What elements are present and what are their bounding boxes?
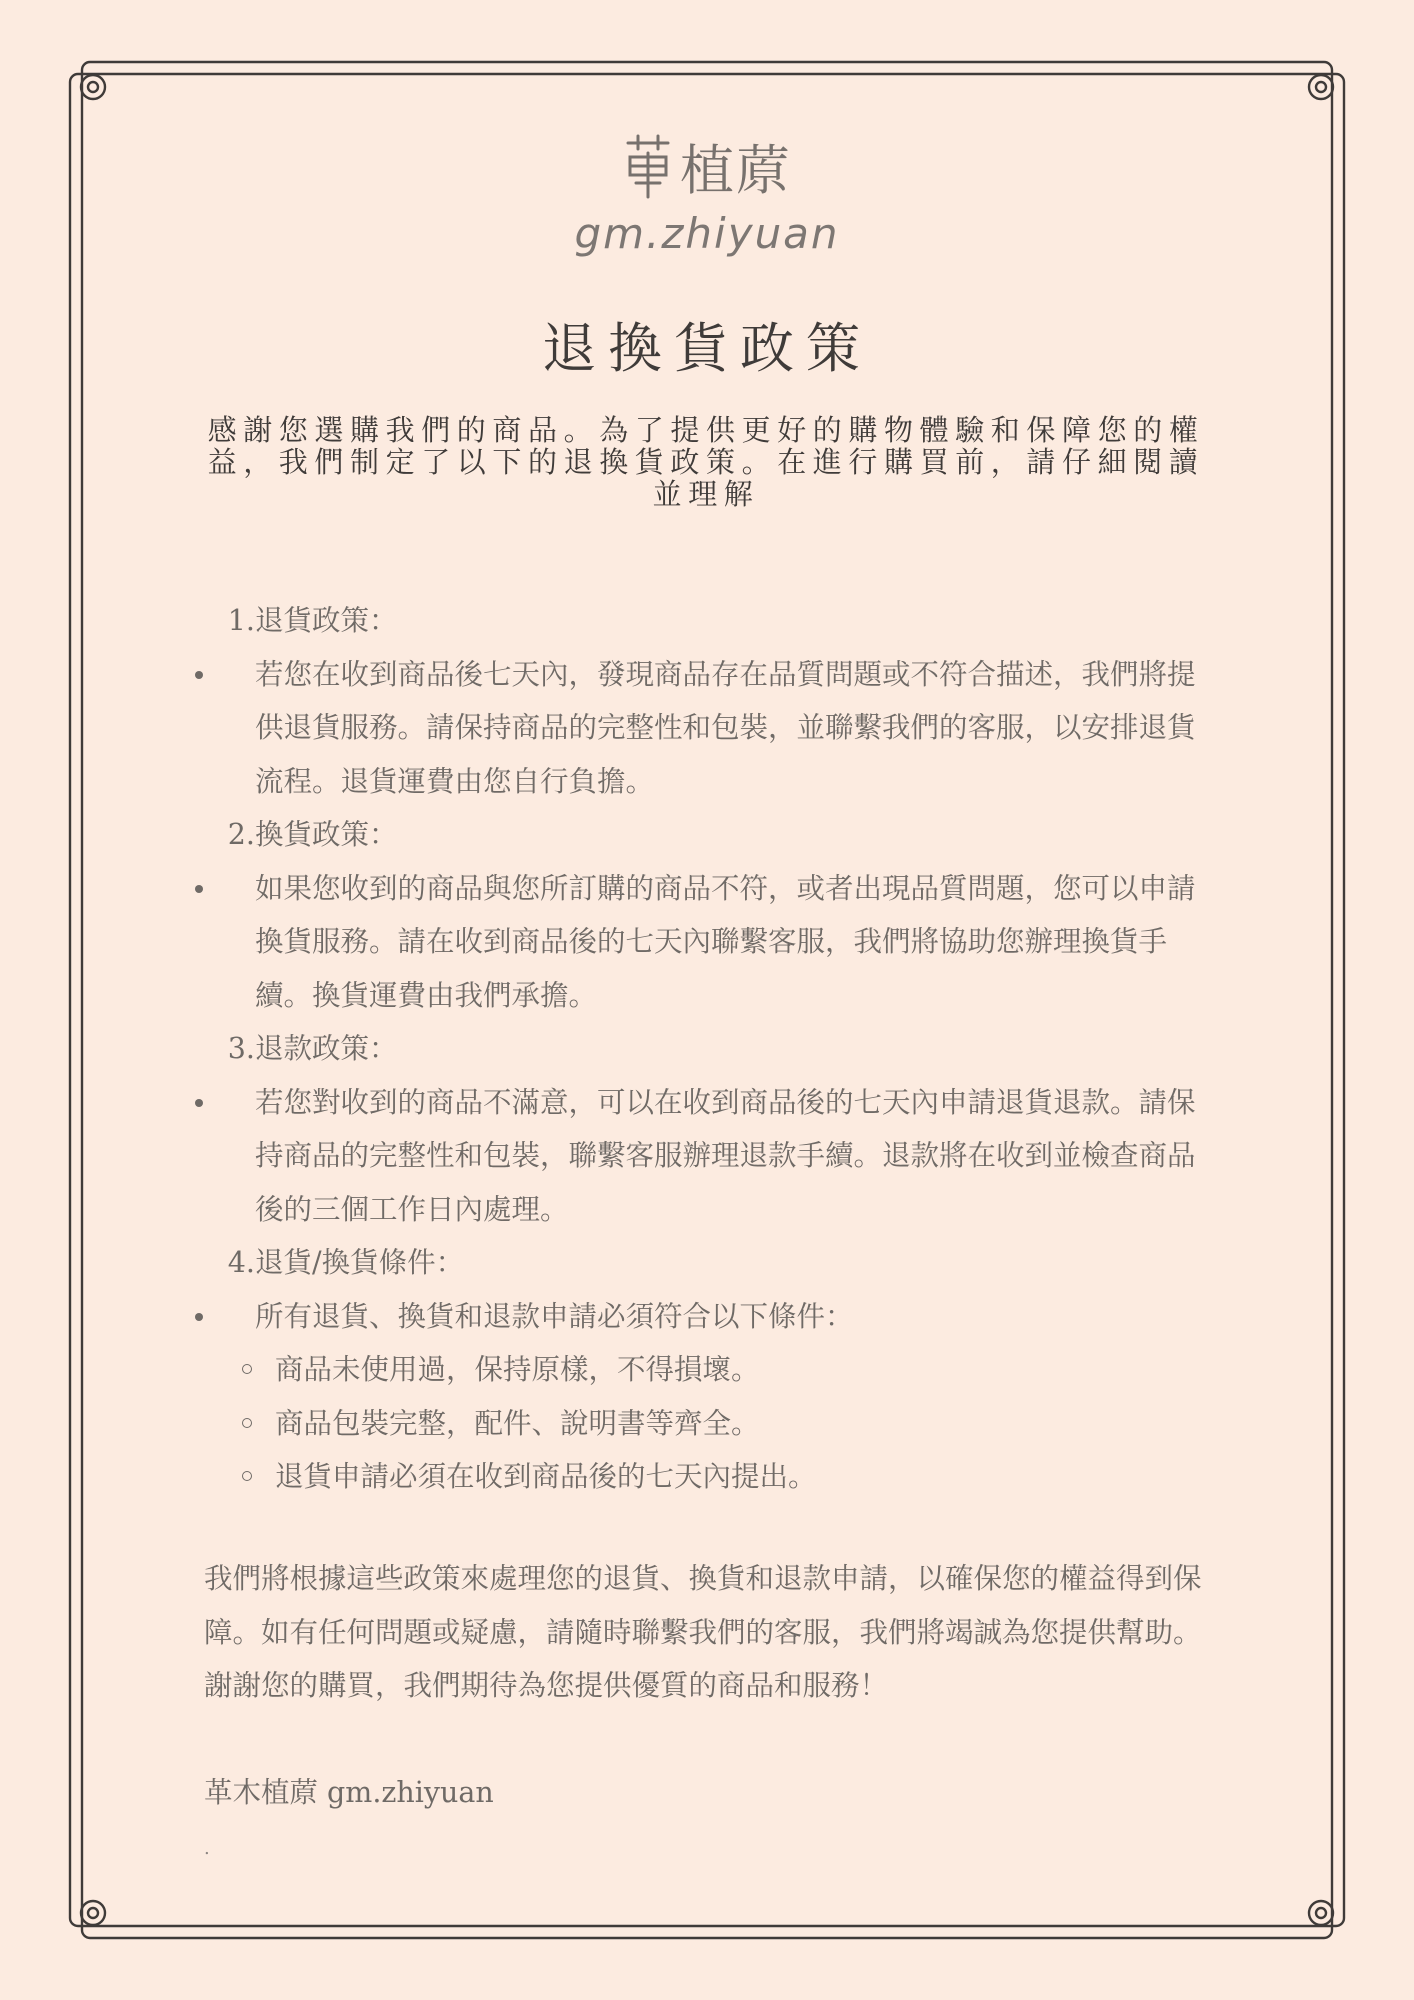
list-item-text: 如果您收到的商品與您所訂購的商品不符，或者出現品質問題，您可以申請換貨服務。請在收到商品後的七天內聯繫客服，我們將協助您辦理換貨手續。換貨運費由我們承擔。 — [255, 871, 1196, 1012]
list-item — [195, 1076, 1210, 1237]
leaf-monogram-icon — [622, 133, 674, 201]
intro-paragraph: 感謝您選購我們的商品。為了提供更好的購物體驗和保障您的權益，我們制定了以下的退換貨政策。在進行購買前，請仔細閱讀並理解 — [207, 413, 1205, 511]
section-number: 2. — [227, 818, 255, 851]
section-title: 退貨政策： — [255, 604, 398, 637]
list-item — [195, 648, 1210, 809]
footer-mark: . — [204, 1838, 210, 1859]
brand-logo — [0, 128, 1414, 258]
closing-paragraph: 我們將根據這些政策來處理您的退貨、換貨和退款申請，以確保您的權益得到保障。如有任何問題或疑慮，請隨時聯繫我們的客服，我們將竭誠為您提供幫助。謝謝您的購買，我們期待為您提供優質的商品和服務！ — [204, 1562, 1202, 1702]
brand-subtitle: gm.zhiyuan — [574, 209, 840, 258]
section-heading — [195, 1022, 1210, 1076]
sub-list-item: 商品包裝完整，配件、說明書等齊全。 — [195, 1397, 1210, 1451]
sub-list-item: 退貨申請必須在收到商品後的七天內提出。 — [195, 1450, 1210, 1504]
section-number: 1. — [227, 604, 255, 637]
section-title: 退貨/換貨條件： — [255, 1246, 465, 1279]
list-item — [195, 1290, 1210, 1344]
section-title: 換貨政策： — [255, 818, 398, 851]
list-item-text: 若您對收到的商品不滿意，可以在收到商品後的七天內申請退貨退款。請保持商品的完整性和包裝，聯繫客服辦理退款手續。退款將在收到並檢查商品後的三個工作日內處理。 — [255, 1085, 1196, 1226]
section-heading — [195, 1236, 1210, 1290]
list-item-text: 所有退貨、換貨和退款申請必須符合以下條件： — [255, 1299, 854, 1333]
brand-name: 植蒝 — [680, 139, 792, 202]
logo-mark — [622, 128, 792, 205]
list-item — [195, 862, 1210, 1023]
section-heading — [195, 594, 1210, 648]
list-item-text: 若您在收到商品後七天內，發現商品存在品質問題或不符合描述，我們將提供退貨服務。請保持商品的完整性和包裝，並聯繫我們的客服，以安排退貨流程。退貨運費由您自行負擔。 — [255, 657, 1196, 798]
section-number: 4. — [227, 1246, 255, 1279]
policy-list — [225, 594, 1210, 1504]
section-heading — [195, 808, 1210, 862]
section-title: 退款政策： — [255, 1032, 398, 1065]
page-title: 退換貨政策 — [542, 317, 872, 380]
signature: 革木植蒝 gm.zhiyuan — [204, 1776, 494, 1809]
sub-list-item: 商品未使用過，保持原樣，不得損壞。 — [195, 1343, 1210, 1397]
section-number: 3. — [227, 1032, 255, 1065]
